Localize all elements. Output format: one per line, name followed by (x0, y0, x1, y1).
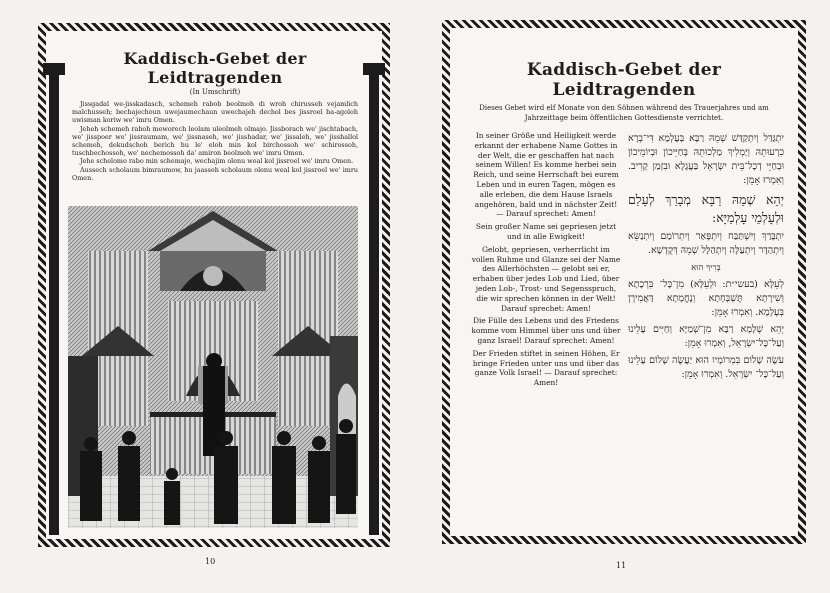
hebrew-paragraph: יְהֵא שְׁלָמָא רַבָּא מִן־שְׁמַיָּא וְחַיִּים עָלֵינוּ וְעַל־כָּל־יִשְׂרָאֵל, וְאִמְרוּ אָמֵן: (628, 324, 784, 349)
german-paragraph: Der Frieden stiftet in seinen Höhen, Er bringe Frieden unter uns und über das ganze Volk Israel! — Darauf sprechet: Amen! (472, 348, 620, 388)
right-pillar (369, 73, 379, 535)
translit-paragraph: Jehe schelomo rabo min schemajo, wechajim olenu weal kol jissroel we' imru Omen. (80, 157, 354, 166)
right-page-border (442, 20, 806, 544)
translit-paragraph: Aussech scholaum bimraumow, hu jaasseh scholaum olenu weal kol jissroel we' imru Omen. (72, 165, 358, 182)
intro-note: Dieses Gebet wird elf Monate von den Söhnen während des Trauerjahres und am Jahrzeittage beim öffentlichen Gottesdienste verrichtet. (479, 104, 769, 122)
hebrew-paragraph: לְעֵלָּא (בעשי״ת: וּלְעֵלָּא) מִן־כָּל־ בִּרְכָתָא וְשִׁירָתָא תֻּשְׁבְּחָתָא וְנֶחֱמָתָא דַּאֲמִירָן בְּעָלְמָא. וְאִמְרוּ אָמֵן: (628, 279, 784, 318)
hebrew-paragraph: יִתְבָּרַךְ וְיִשְׁתַּבַּח וְיִתְפָּאַר וְיִתְרוֹמַם וְיִתְנַשֵּׂא וְיִתְהַדָּר וְיִתְעַלֶּה וְיִתְהַלָּל שְׁמֵהּ דְּקֻדְשָׁא. (628, 231, 784, 256)
synagogue-illustration (68, 206, 358, 528)
german-paragraph: In seiner Größe und Heiligkeit werde erkannt der erhabene Name Gottes in der Welt, die er geschaffen hat nach seinem Willen! Es komme herbei sein Reich, und seine Herrschaft bei eurem Leben und in euren Tagen, mögen es alle erleben, die dem Hause Israels angehören, bald und in nächster Zeit! — Darauf sprechet: Amen! (473, 131, 619, 219)
page-subtitle: (In Umschrift) (189, 88, 241, 96)
hebrew-response: בְּרִיךְ הוּא (691, 263, 721, 273)
hebrew-paragraph: יִתְגַּדַּל וְיִתְקַדַּשׁ שְׁמֵהּ רַבָּא בְּעָלְמָא דִּי־בְרָא כִרְעוּתֵהּ וְיַמְלִיךְ מַלְכוּתֵהּ בְּחַיֵּיכוֹן וּבְיוֹמֵיכוֹן וּבְחַיֵּי דְכָל־בֵּית יִשְׂרָאֵל בַּעֲגָלָא וּבִזְמַן קָרִיב. וְאִמְרוּ אָמֵן: (628, 133, 784, 186)
right-pillar-cap (363, 63, 385, 75)
transliteration-text (72, 100, 358, 182)
left-header (72, 45, 358, 182)
german-translation-column (470, 131, 622, 391)
synagogue-engraving (68, 206, 358, 528)
hebrew-paragraph: עֹשֶׂה שָׁלוֹם בִּמְרוֹמָיו הוּא יַעֲשֶׂה שָׁלוֹם עָלֵינוּ וְעַל־כָּל־ יִשְׂרָאֵל. וְאִמְרוּ אָמֵן: (628, 355, 784, 380)
german-paragraph: Gelobt, gepriesen, verherrlicht im vollen Ruhme und Glanze sei der Name des Allerhöchsten — gelobt sei er, erhaben über jedes Lob und Lied, über jeden Lob-, Trost- und Segensspruch, die wir sprechen können in der Welt! Darauf sprechet: Amen! (471, 244, 621, 313)
hebrew-response: יְהֵא שְׁמֵהּ רַבָּא מְבָרַךְ לְעָלַם וּלְעָלְמֵי עָלְמַיָּא: (628, 192, 784, 225)
left-pillar (49, 73, 59, 535)
page-number: 10 (205, 557, 216, 566)
translit-paragraph: Jeheh schemeh raboh meworech leolam uleolmeh olmajo. Jissborach we' jischtabach, we' jisspoer we' jissraumam, we' jissnaseh, we' jisshadar, we' jissaleh, we' jisshallol schemeh, dekudschoh berich hu le' eloh min kol birchossoh we' schirossoh, tuschbechossoh, we' nechemossoh da' amiron beolmoh we' imru Omen. (72, 124, 358, 158)
right-page (408, 0, 830, 593)
german-paragraph: Die Fülle des Lebens und des Friedens komme vom Himmel über uns und über ganz Israel! Darauf sprechet: Amen! (471, 316, 621, 345)
left-pillar-cap (43, 63, 65, 75)
left-page (0, 0, 408, 593)
translit-paragraph: Jissgadal we-jisskadasch, schemeh rabob beolmoh di wroh chirusseh vejamlich malchusseh; bechajechoun uwejaumechaun uwechajeh dechol bes jissroel ba-agoloh uwisman koriw we' imru Omen. (72, 100, 358, 125)
hebrew-prayer-column (628, 132, 784, 385)
page-title: Kaddisch-Gebet der Leidtragenden (526, 60, 722, 100)
page-number: 11 (616, 561, 627, 570)
page-title: Kaddisch-Gebet der Leidtragenden (123, 49, 307, 87)
left-page-border (38, 23, 390, 547)
right-header (470, 60, 778, 123)
german-paragraph: Sein großer Name sei gepriesen jetzt und in alle Ewigkeit! (475, 222, 617, 241)
